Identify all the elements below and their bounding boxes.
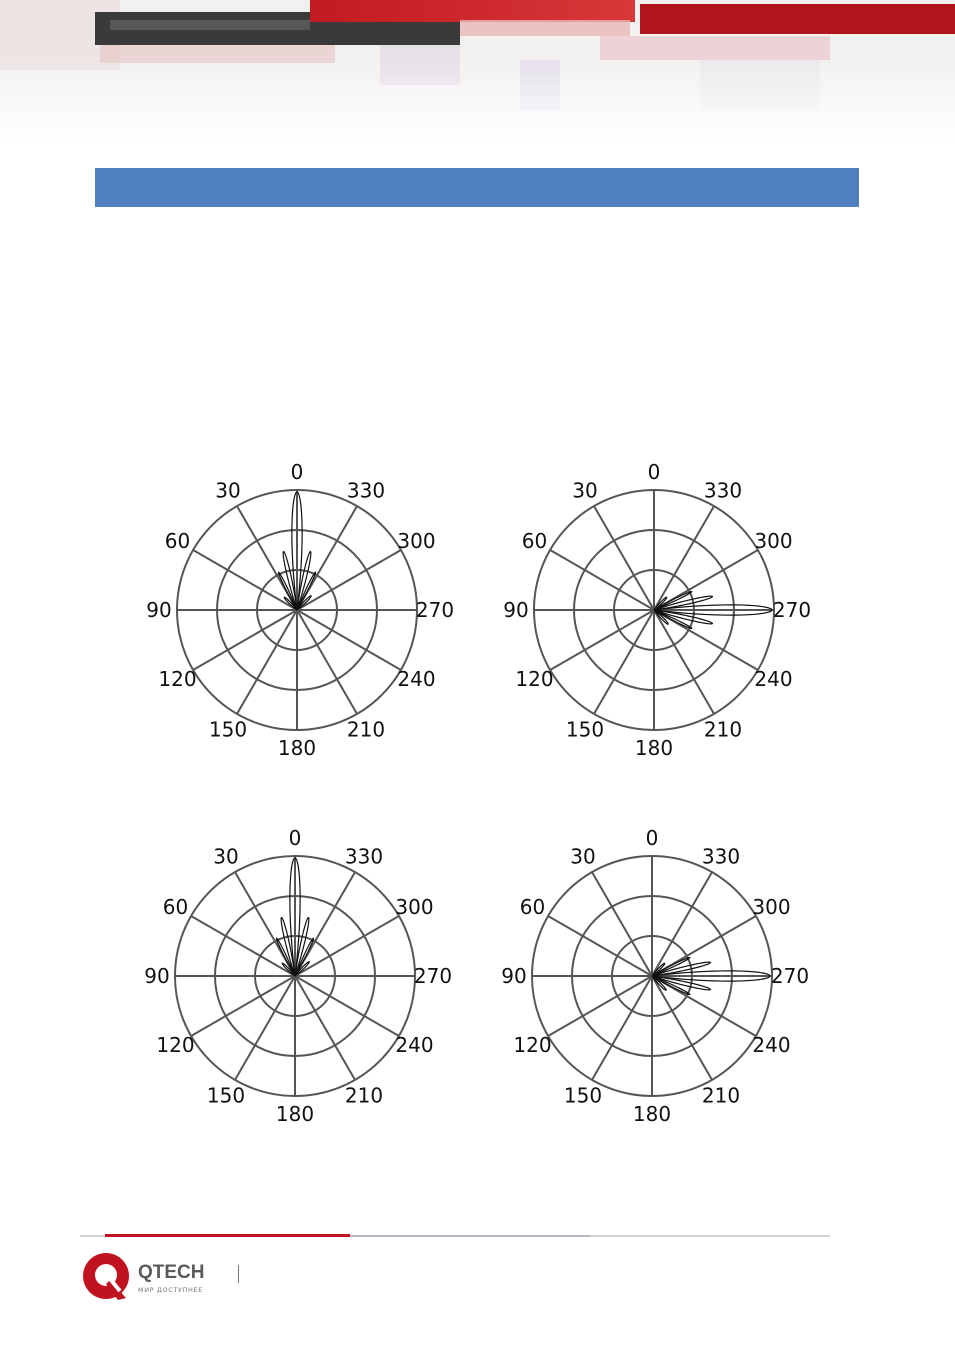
polar-spoke bbox=[592, 872, 652, 976]
logo-separator bbox=[238, 1265, 239, 1283]
polar-spoke bbox=[592, 976, 652, 1080]
angle-label: 180 bbox=[632, 1102, 672, 1126]
brand-tagline: МИР ДОСТУПНЕЕ bbox=[138, 1286, 203, 1294]
angle-label: 300 bbox=[397, 529, 436, 553]
angle-label: 120 bbox=[513, 1033, 552, 1057]
angle-label: 330 bbox=[703, 478, 743, 503]
angle-label: 240 bbox=[752, 1033, 791, 1057]
polar-plot-svg bbox=[130, 826, 460, 1126]
angle-label: 180 bbox=[275, 1102, 315, 1126]
angle-label: 150 bbox=[565, 717, 605, 742]
polar-spoke bbox=[297, 610, 401, 670]
angle-label: 300 bbox=[752, 895, 791, 919]
polar-spoke bbox=[237, 610, 297, 714]
angle-label: 270 bbox=[772, 598, 812, 622]
angle-label: 300 bbox=[754, 529, 793, 553]
polar-spoke bbox=[550, 610, 654, 670]
angle-label: 330 bbox=[701, 844, 741, 869]
angle-label: 90 bbox=[503, 598, 529, 622]
polar-plot-top-left bbox=[132, 460, 462, 760]
angle-label: 90 bbox=[146, 598, 172, 622]
angle-label: 210 bbox=[346, 717, 386, 742]
angle-label: 60 bbox=[519, 895, 546, 919]
angle-label: 330 bbox=[344, 844, 384, 869]
angle-label: 120 bbox=[156, 1033, 195, 1057]
polar-spoke bbox=[548, 976, 652, 1036]
angle-label: 150 bbox=[208, 717, 248, 742]
polar-spoke bbox=[191, 976, 295, 1036]
angle-label: 90 bbox=[144, 964, 170, 988]
qtech-logo-mark bbox=[80, 1248, 136, 1306]
angle-label: 180 bbox=[277, 736, 317, 760]
angle-label: 30 bbox=[215, 478, 241, 503]
angle-label: 30 bbox=[570, 844, 596, 869]
polar-plot-svg bbox=[487, 826, 817, 1126]
angle-label: 120 bbox=[515, 667, 554, 691]
header-banner bbox=[0, 0, 955, 140]
polar-spoke bbox=[594, 610, 654, 714]
angle-label: 120 bbox=[158, 667, 197, 691]
angle-label: 150 bbox=[563, 1083, 603, 1108]
polar-spoke bbox=[297, 610, 357, 714]
angle-label: 210 bbox=[703, 717, 743, 742]
footer-divider bbox=[80, 1224, 830, 1230]
angle-label: 0 bbox=[647, 460, 661, 484]
angle-label: 300 bbox=[395, 895, 434, 919]
polar-spoke bbox=[550, 550, 654, 610]
polar-plot-svg bbox=[489, 460, 819, 760]
polar-spoke bbox=[295, 976, 399, 1036]
brand-name: QTECH bbox=[138, 1262, 205, 1283]
angle-label: 330 bbox=[346, 478, 386, 503]
angle-label: 240 bbox=[395, 1033, 434, 1057]
polar-plot-top-right bbox=[489, 460, 819, 760]
angle-label: 180 bbox=[634, 736, 674, 760]
polar-spoke bbox=[193, 610, 297, 670]
polar-plot-bottom-right bbox=[487, 826, 817, 1126]
angle-label: 270 bbox=[413, 964, 453, 988]
polar-plot-bottom-left bbox=[130, 826, 460, 1126]
angle-label: 0 bbox=[288, 826, 302, 850]
angle-label: 30 bbox=[213, 844, 239, 869]
angle-label: 0 bbox=[645, 826, 659, 850]
angle-label: 270 bbox=[415, 598, 455, 622]
polar-spoke bbox=[235, 976, 295, 1080]
angle-label: 240 bbox=[754, 667, 793, 691]
polar-spoke bbox=[548, 916, 652, 976]
angle-label: 150 bbox=[206, 1083, 246, 1108]
angle-label: 210 bbox=[701, 1083, 741, 1108]
angle-label: 60 bbox=[521, 529, 548, 553]
angle-label: 240 bbox=[397, 667, 436, 691]
angle-label: 0 bbox=[290, 460, 304, 484]
qtech-logo bbox=[80, 1248, 260, 1308]
angle-label: 210 bbox=[344, 1083, 384, 1108]
section-header-bar bbox=[95, 168, 859, 207]
angle-label: 60 bbox=[162, 895, 189, 919]
angle-label: 270 bbox=[770, 964, 810, 988]
polar-spoke bbox=[594, 506, 654, 610]
polar-plot-svg bbox=[132, 460, 462, 760]
angle-label: 90 bbox=[501, 964, 527, 988]
polar-spoke bbox=[295, 976, 355, 1080]
angle-label: 30 bbox=[572, 478, 598, 503]
angle-label: 60 bbox=[164, 529, 191, 553]
